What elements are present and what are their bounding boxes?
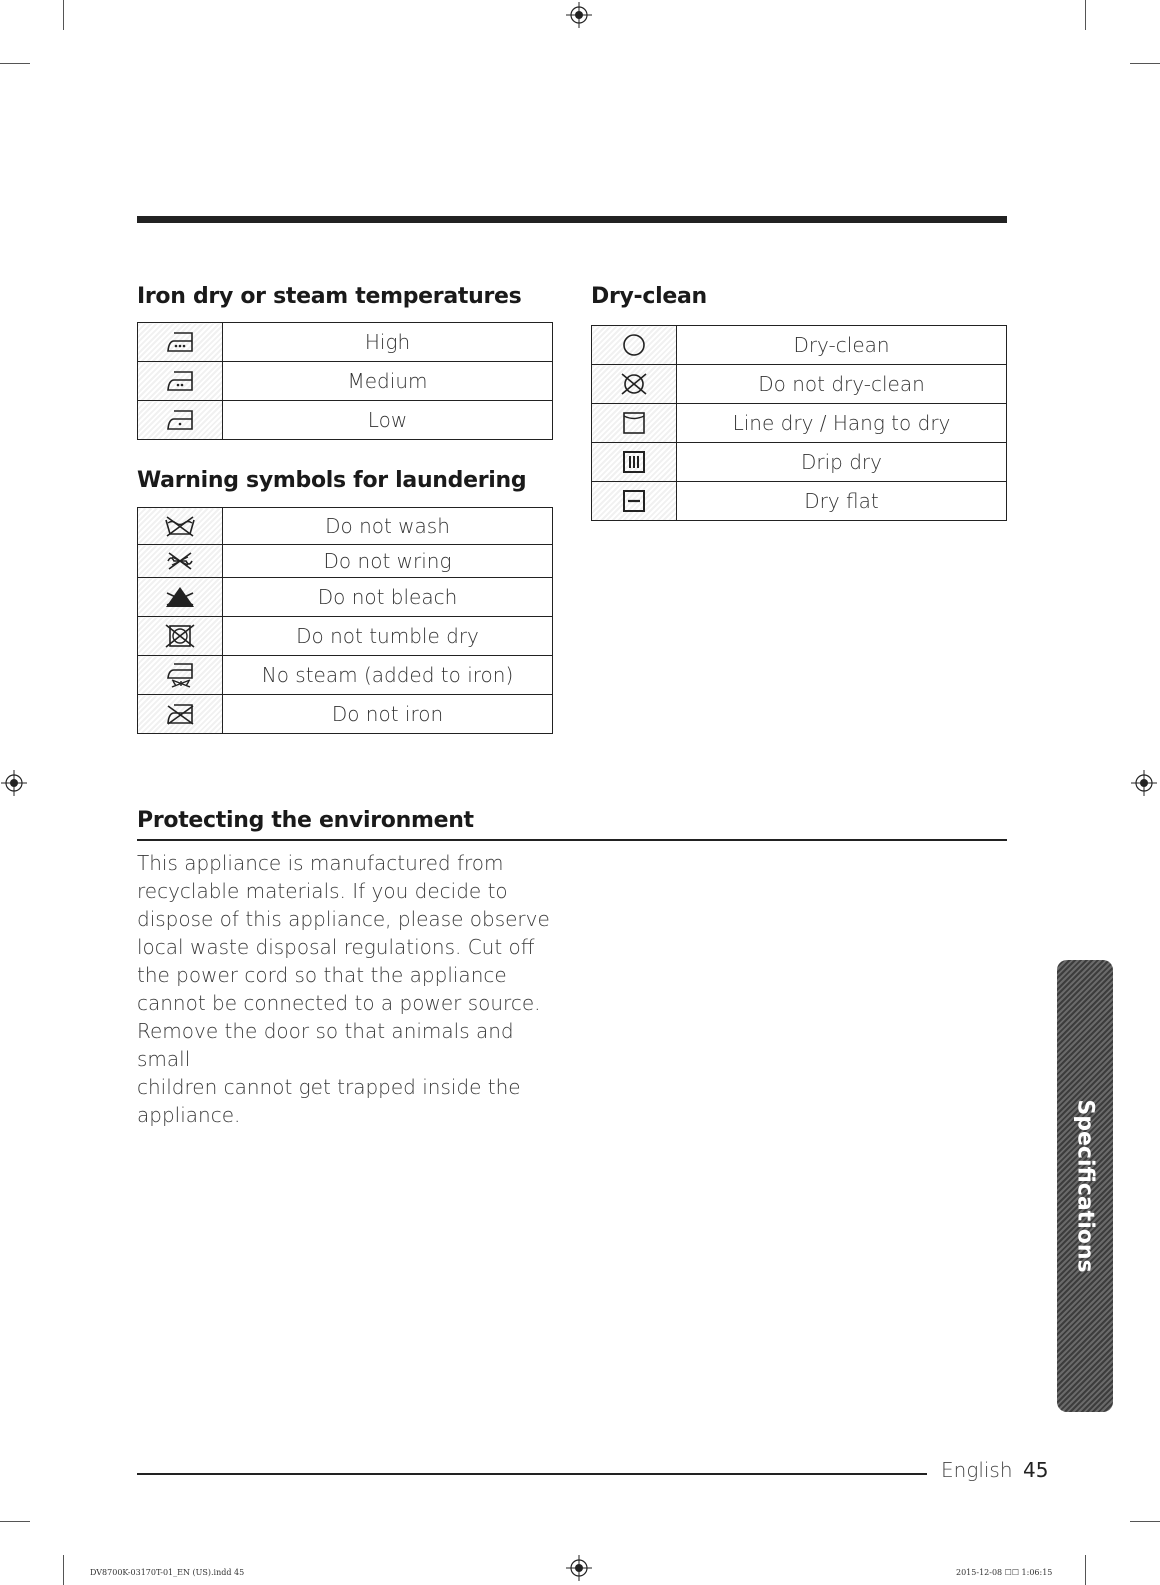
table-row — [138, 508, 553, 545]
no-steam-icon — [138, 656, 223, 695]
table-row — [592, 443, 1007, 482]
footer-rule — [137, 1473, 927, 1475]
paragraph-line: local waste disposal regulations. Cut off — [137, 935, 535, 959]
section-tab-label: Specifications — [1072, 1099, 1098, 1273]
environment-heading: Protecting the environment — [137, 808, 474, 833]
table-cell: Drip dry — [677, 443, 1007, 482]
table-row — [138, 545, 553, 578]
table-cell: Do not dry-clean — [677, 365, 1007, 404]
table-cell: Low — [223, 401, 553, 440]
iron-low-icon — [138, 401, 223, 440]
iron-section-heading: Iron dry or steam temperatures — [137, 284, 522, 309]
section-tab — [1057, 960, 1113, 1412]
drip-dry-icon — [592, 443, 677, 482]
paragraph-line: dispose of this appliance, please observe — [137, 907, 550, 931]
dryclean-section-heading: Dry-clean — [591, 284, 707, 309]
table-row — [138, 323, 553, 362]
crop-mark — [63, 1555, 64, 1585]
table-row — [592, 482, 1007, 521]
paragraph-line: cannot be connected to a power source. — [137, 991, 541, 1015]
paragraph-line: This appliance is manufactured from — [137, 851, 504, 875]
table-row — [592, 365, 1007, 404]
crop-mark — [1130, 63, 1160, 64]
table-cell: Do not wring — [223, 545, 553, 578]
table-cell: Line dry / Hang to dry — [677, 404, 1007, 443]
registration-mark-icon — [1, 0, 27, 26]
table-cell: Do not wash — [223, 508, 553, 545]
registration-mark-icon — [1131, 770, 1157, 796]
crop-mark — [63, 0, 64, 30]
print-slug-timestamp: 2015-12-08 ☐☐ 1:06:15 — [956, 1568, 1053, 1577]
table-row — [138, 695, 553, 734]
crop-mark — [0, 63, 30, 64]
table-row — [138, 578, 553, 617]
crop-mark — [1085, 1555, 1086, 1585]
table-cell: Do not bleach — [223, 578, 553, 617]
table-cell: Do not iron — [223, 695, 553, 734]
registration-mark-icon — [1, 770, 27, 796]
crop-mark — [1085, 0, 1086, 30]
environment-rule — [137, 839, 1007, 841]
print-slug-file: DV8700K-03170T-01_EN (US).indd 45 — [90, 1568, 245, 1577]
table-row — [138, 362, 553, 401]
page-number: 45 — [1023, 1458, 1049, 1482]
do-not-wring-icon — [138, 545, 223, 578]
paragraph-line: recyclable materials. If you decide to — [137, 879, 508, 903]
paragraph-line: appliance. — [137, 1103, 241, 1127]
registration-mark-icon — [566, 2, 592, 28]
warning-symbols-table — [137, 507, 553, 734]
paragraph-line: children cannot get trapped inside the — [137, 1075, 521, 1099]
dry-flat-icon — [592, 482, 677, 521]
registration-mark-icon — [566, 1555, 592, 1581]
table-row — [592, 404, 1007, 443]
table-cell: Dry-clean — [677, 326, 1007, 365]
iron-temperature-table — [137, 322, 553, 440]
top-rule — [137, 216, 1007, 223]
table-row — [138, 617, 553, 656]
table-row — [138, 656, 553, 695]
crop-mark — [0, 1521, 30, 1522]
do-not-bleach-icon — [138, 578, 223, 617]
table-row — [138, 401, 553, 440]
dryclean-table — [591, 325, 1007, 521]
table-row — [592, 326, 1007, 365]
table-cell: Medium — [223, 362, 553, 401]
line-dry-icon — [592, 404, 677, 443]
table-cell: Do not tumble dry — [223, 617, 553, 656]
warning-section-heading: Warning symbols for laundering — [137, 468, 527, 493]
table-cell: Dry flat — [677, 482, 1007, 521]
crop-mark — [1130, 1521, 1160, 1522]
do-not-wash-icon — [138, 508, 223, 545]
do-not-iron-icon — [138, 695, 223, 734]
dry-clean-icon — [592, 326, 677, 365]
paragraph-line: the power cord so that the appliance — [137, 963, 507, 987]
iron-high-icon — [138, 323, 223, 362]
environment-paragraph — [137, 849, 567, 1129]
footer-language: English — [941, 1458, 1013, 1482]
do-not-tumble-dry-icon — [138, 617, 223, 656]
iron-medium-icon — [138, 362, 223, 401]
do-not-dry-clean-icon — [592, 365, 677, 404]
paragraph-line: Remove the door so that animals and small — [137, 1019, 514, 1071]
table-cell: No steam (added to iron) — [223, 656, 553, 695]
table-cell: High — [223, 323, 553, 362]
